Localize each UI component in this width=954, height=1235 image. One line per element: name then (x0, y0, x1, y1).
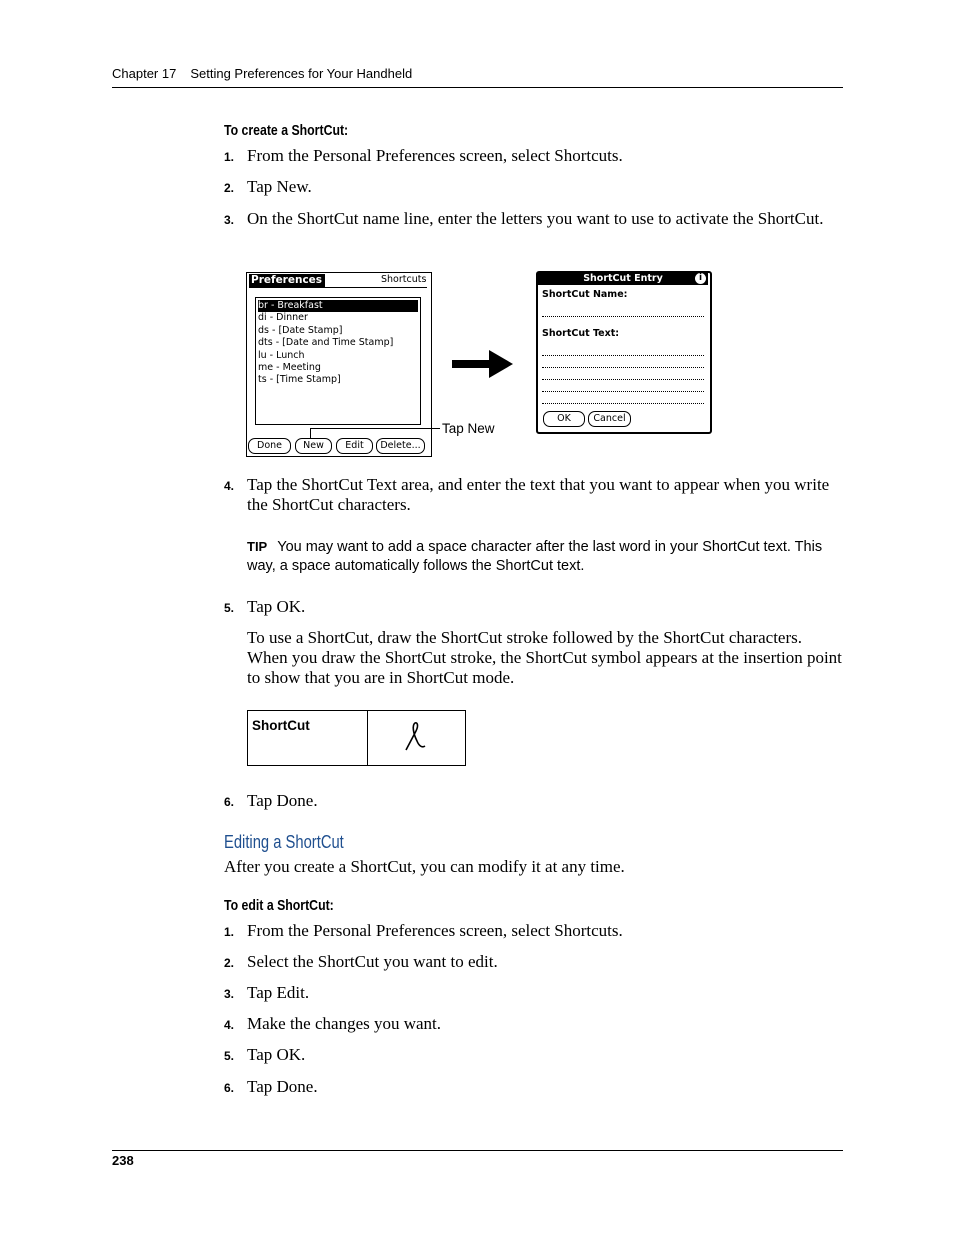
delete-button[interactable]: Delete... (376, 438, 425, 454)
list-item[interactable]: me - Meeting (258, 362, 321, 373)
create-step-6-number: 6. (224, 795, 235, 809)
shortcut-text-line[interactable] (542, 355, 704, 356)
callout-leader (310, 428, 311, 438)
preferences-title: Preferences (249, 274, 325, 287)
edit-step-6-number: 6. (224, 1081, 235, 1095)
create-step-1-number: 1. (224, 150, 235, 164)
shortcut-text-line[interactable] (542, 367, 704, 368)
arrow-right-icon (452, 360, 494, 368)
chapter-title: Setting Preferences for Your Handheld (190, 66, 413, 81)
edit-step-5-text: Tap OK. (247, 1045, 306, 1064)
create-step-3-number: 3. (224, 213, 235, 227)
tap-new-callout: Tap New (442, 421, 495, 436)
tip-label: TIP (247, 539, 268, 554)
create-step-5-text: Tap OK. (247, 597, 306, 616)
edit-step-5-number: 5. (224, 1049, 235, 1063)
tip-note (247, 537, 837, 576)
shortcut-text-line[interactable] (542, 403, 704, 404)
table-divider (367, 710, 368, 766)
header-rule (112, 87, 843, 88)
edit-step-2-text: Select the ShortCut you want to edit. (247, 952, 498, 971)
create-step-2-number: 2. (224, 181, 235, 195)
shortcut-name-label: ShortCut Name: (542, 289, 628, 300)
edit-step-1-text: From the Personal Preferences screen, select Shortcuts. (247, 921, 623, 940)
footer-rule (112, 1150, 843, 1151)
list-item[interactable]: ts - [Time Stamp] (258, 374, 341, 385)
edit-step-2-number: 2. (224, 956, 235, 970)
cancel-button[interactable]: Cancel (588, 411, 631, 427)
editing-section-title: Editing a ShortCut (224, 832, 344, 852)
edit-step-3-number: 3. (224, 987, 235, 1001)
create-step-6-text: Tap Done. (247, 791, 318, 810)
list-item[interactable]: di - Dinner (258, 312, 308, 323)
create-step-4-number: 4. (224, 479, 235, 493)
chapter-label: Chapter 17 (112, 66, 177, 81)
edit-step-1-number: 1. (224, 925, 235, 939)
callout-line (310, 428, 440, 429)
create-step-2-text: Tap New. (247, 177, 312, 196)
list-item[interactable]: br - Breakfast (258, 300, 418, 312)
create-step-5-number: 5. (224, 601, 235, 615)
preferences-category[interactable]: Shortcuts (381, 274, 427, 285)
shortcut-name-field[interactable] (542, 316, 704, 317)
list-item[interactable]: lu - Lunch (258, 350, 305, 361)
running-header (112, 66, 412, 81)
new-button[interactable]: New (295, 438, 332, 454)
ok-button[interactable]: OK (543, 411, 585, 427)
create-procedure-heading: To create a ShortCut: (224, 122, 349, 139)
page-number: 238 (112, 1153, 134, 1168)
preferences-title-rule (249, 287, 427, 288)
shortcut-usage-paragraph: To use a ShortCut, draw the ShortCut stroke followed by the ShortCut characters. When you draw the ShortCut stroke, the ShortCut symbol appears at the insertion point to show that you are in ShortCut mode. (247, 628, 842, 687)
shortcut-text-line[interactable] (542, 379, 704, 380)
edit-step-4-text: Make the changes you want. (247, 1014, 442, 1033)
edit-procedure-heading: To edit a ShortCut: (224, 897, 334, 914)
edit-step-4-number: 4. (224, 1018, 235, 1032)
tip-text: You may want to add a space character after the last word in your ShortCut text. This way, a space automatically follows the ShortCut text. (247, 539, 823, 574)
edit-button[interactable]: Edit (336, 438, 373, 454)
create-step-4-text: Tap the ShortCut Text area, and enter the text that you want to appear when you write the ShortCut characters. (247, 475, 830, 514)
create-step-3-text: On the ShortCut name line, enter the letters you want to use to activate the ShortCut. (247, 209, 824, 228)
create-step-1-text: From the Personal Preferences screen, select Shortcuts. (247, 146, 623, 165)
shortcut-stroke-icon (403, 721, 427, 751)
edit-step-6-text: Tap Done. (247, 1077, 318, 1096)
shortcut-symbol-label: ShortCut (252, 718, 310, 733)
done-button[interactable]: Done (248, 438, 291, 454)
shortcut-text-label: ShortCut Text: (542, 328, 620, 339)
shortcut-list[interactable] (255, 297, 421, 425)
info-icon[interactable]: i (695, 273, 706, 284)
arrow-head-icon (489, 350, 513, 378)
edit-step-3-text: Tap Edit. (247, 983, 310, 1002)
editing-intro: After you create a ShortCut, you can modify it at any time. (224, 857, 625, 876)
list-item[interactable]: dts - [Date and Time Stamp] (258, 337, 394, 348)
shortcut-entry-title: ShortCut Entry (538, 273, 708, 285)
shortcut-text-line[interactable] (542, 391, 704, 392)
list-item[interactable]: ds - [Date Stamp] (258, 325, 343, 336)
